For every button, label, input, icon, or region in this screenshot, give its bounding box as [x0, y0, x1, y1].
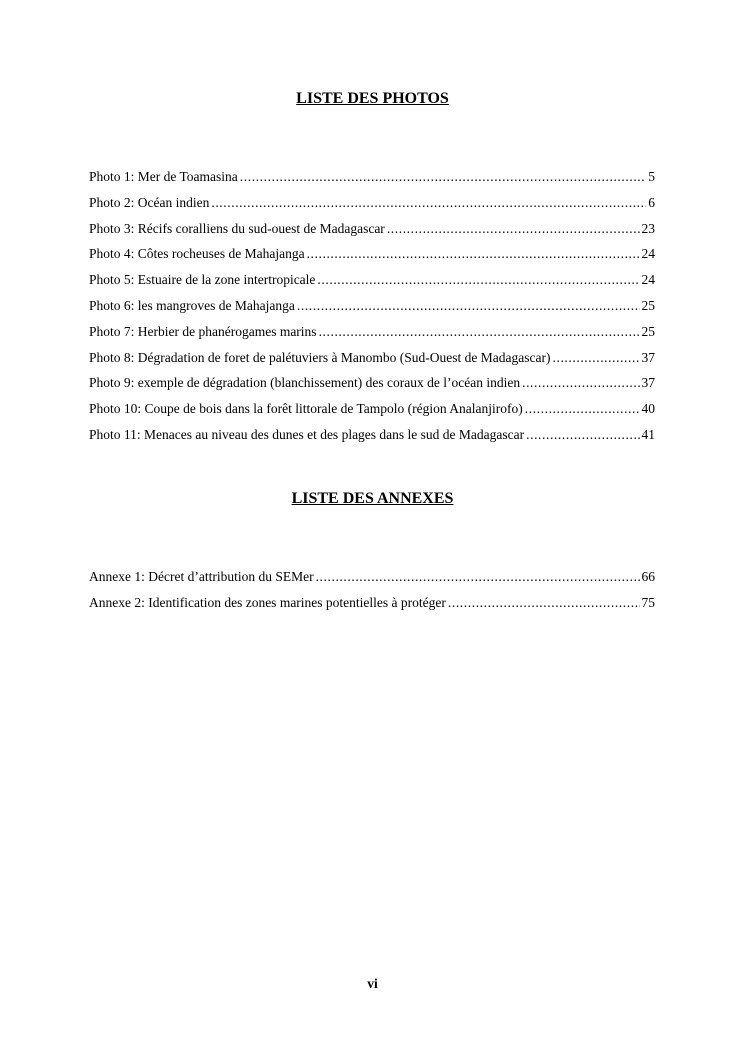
- toc-entry-annexe-1[interactable]: [89, 568, 655, 594]
- toc-entry-page: 40: [641, 401, 655, 417]
- toc-leader-dots: [316, 568, 640, 586]
- toc-entry-photo-9[interactable]: [89, 374, 655, 400]
- toc-leader-dots: [553, 349, 640, 367]
- toc-entry-photo-8[interactable]: [89, 349, 655, 375]
- toc-entry-photo-1[interactable]: [89, 168, 655, 194]
- page-number: vi: [367, 976, 378, 991]
- toc-entry-label: Photo 10: Coupe de bois dans la forêt littorale de Tampolo (région Analanjirofo): [89, 401, 523, 417]
- toc-leader-dots: [317, 271, 639, 289]
- toc-entry-page: 6: [648, 194, 655, 210]
- toc-entry-label: Photo 4: Côtes rocheuses de Mahajanga: [89, 246, 305, 262]
- toc-entry-photo-4[interactable]: [89, 245, 655, 271]
- toc-entry-label: Photo 9: exemple de dégradation (blanchissement) des coraux de l’océan indien: [89, 375, 521, 391]
- toc-entry-photo-2[interactable]: [89, 194, 655, 220]
- toc-entry-page: 5: [648, 169, 655, 184]
- toc-entry-label: Photo 1: Mer de Toamasina: [89, 169, 238, 184]
- toc-leader-dots: [522, 374, 639, 392]
- photos-toc: [89, 168, 655, 452]
- toc-entry-label: Photo 5: Estuaire de la zone intertropicale: [89, 272, 316, 288]
- toc-entry-photo-7[interactable]: [89, 323, 655, 349]
- toc-entry-page: 66: [641, 569, 655, 584]
- toc-leader-dots: [387, 220, 640, 238]
- toc-entry-label: Photo 7: Herbier de phanérogames marins: [89, 323, 317, 339]
- toc-entry-page: 24: [641, 246, 655, 262]
- toc-entry-photo-3[interactable]: [89, 220, 655, 246]
- toc-entry-page: 41: [641, 426, 655, 442]
- toc-entry-page: 75: [641, 594, 655, 610]
- toc-entry-page: 25: [641, 297, 655, 313]
- toc-entry-label: Photo 6: les mangroves de Mahajanga: [89, 297, 295, 313]
- toc-entry-label: Photo 3: Récifs coralliens du sud-ouest de Madagascar: [89, 220, 385, 236]
- toc-entry-photo-6[interactable]: [89, 297, 655, 323]
- toc-entry-photo-5[interactable]: [89, 271, 655, 297]
- toc-leader-dots: [319, 323, 640, 341]
- toc-leader-dots: [307, 245, 640, 263]
- toc-entry-photo-10[interactable]: [89, 400, 655, 426]
- toc-entry-photo-11[interactable]: [89, 426, 655, 452]
- annexes-list-title: LISTE DES ANNEXES: [291, 490, 454, 507]
- annexes-toc: [89, 568, 655, 620]
- toc-entry-annexe-2[interactable]: [89, 594, 655, 620]
- toc-entry-page: 24: [641, 272, 655, 288]
- toc-entry-page: 37: [641, 375, 655, 391]
- toc-leader-dots: [526, 426, 639, 444]
- toc-entry-page: 23: [641, 220, 655, 236]
- toc-entry-page: 37: [641, 349, 655, 365]
- toc-entry-page: 25: [641, 323, 655, 339]
- toc-leader-dots: [211, 194, 646, 212]
- toc-entry-label: Photo 2: Océan indien: [89, 194, 210, 210]
- toc-leader-dots: [240, 168, 646, 186]
- toc-entry-label: Annexe 2: Identification des zones marines potentielles à protéger: [89, 594, 446, 610]
- toc-entry-label: Annexe 1: Décret d’attribution du SEMer: [89, 569, 314, 584]
- toc-leader-dots: [297, 297, 640, 315]
- photos-list-title: LISTE DES PHOTOS: [296, 90, 449, 107]
- toc-leader-dots: [448, 594, 640, 612]
- toc-leader-dots: [525, 400, 640, 418]
- toc-entry-label: Photo 8: Dégradation de foret de palétuviers à Manombo (Sud-Ouest de Madagascar): [89, 349, 551, 365]
- toc-entry-label: Photo 11: Menaces au niveau des dunes et des plages dans le sud de Madagascar: [89, 426, 525, 442]
